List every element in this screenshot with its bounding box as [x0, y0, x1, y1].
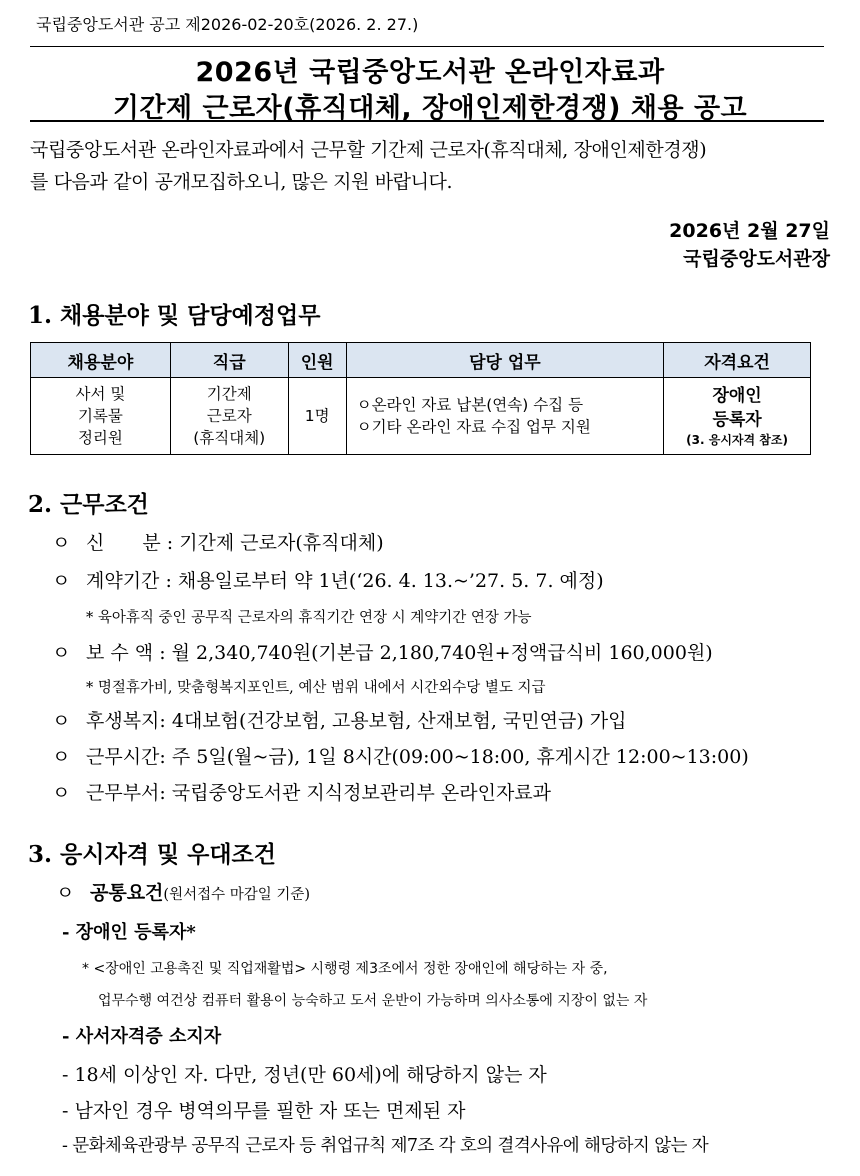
item-value: 기간제 근로자(휴직대체) — [179, 532, 384, 554]
work-item-department — [52, 778, 551, 805]
intro-paragraph — [30, 134, 830, 198]
cell-count: 1명 — [288, 378, 346, 455]
item-label: 보 수 액 — [86, 642, 154, 664]
table-header-row — [31, 343, 811, 378]
item-label: 근무시간 — [86, 746, 160, 768]
item-separator: : — [159, 782, 172, 804]
item-label: 신 분 — [86, 532, 161, 554]
header-count: 인원 — [288, 343, 346, 378]
bullet-icon: ㅇ — [56, 882, 75, 904]
common-requirements — [56, 878, 310, 905]
header-divider — [30, 46, 824, 47]
bullet-icon: ㅇ — [52, 710, 71, 732]
item-separator: : — [159, 570, 178, 592]
bullet-icon: ㅇ — [52, 782, 71, 804]
item-label: 후생복지 — [86, 710, 160, 732]
title-divider — [30, 120, 824, 122]
item-value: 국립중앙도서관 지식정보관리부 온라인자료과 — [171, 782, 552, 804]
common-label: 공통요건 — [90, 882, 164, 904]
work-item-pay — [52, 638, 713, 665]
bullet-icon: ㅇ — [52, 570, 71, 592]
cell-duties — [346, 378, 664, 455]
req-disability-note1: * <장애인 고용촉진 및 직업재활법> 시행령 제3조에서 정한 장애인에 해당하는 자 중, — [82, 961, 608, 977]
bullet-icon: ㅇ — [52, 746, 71, 768]
bullet-icon: ㅇ — [52, 532, 71, 554]
qualification-note: (3. 응시자격 참조) — [686, 433, 788, 447]
item-separator: : — [160, 532, 180, 554]
issuer: 국립중앙도서관장 — [683, 248, 830, 270]
page-title-line1: 2026년 국립중앙도서관 온라인자료과 — [195, 57, 665, 88]
cell-qualification — [664, 378, 811, 455]
item-separator: : — [159, 710, 172, 732]
duty-item: ㅇ기타 온라인 자료 수집 업무 지원 — [356, 418, 591, 436]
header-grade: 직급 — [170, 343, 288, 378]
header-qualification: 자격요건 — [664, 343, 811, 378]
grade-line: (휴직대체) — [193, 429, 266, 447]
section2-heading: 2. 근무조건 — [28, 491, 149, 518]
item-separator: : — [159, 746, 172, 768]
work-item-status — [52, 528, 384, 555]
item-separator: : — [153, 642, 172, 664]
work-item-hours — [52, 742, 749, 769]
section3-heading: 3. 응시자격 및 우대조건 — [28, 841, 276, 868]
grade-line: 기간제 — [206, 385, 252, 403]
cell-grade — [170, 378, 288, 455]
grade-line: 근로자 — [206, 407, 252, 425]
work-item-welfare — [52, 706, 627, 733]
recruitment-table — [30, 342, 811, 455]
bullet-icon: ㅇ — [52, 642, 71, 664]
req-disability-note2: 업무수행 여건상 컴퓨터 활용이 능숙하고 도서 운반이 가능하며 의사소통에 지장이 없는 자 — [98, 993, 648, 1009]
req-disability: - 장애인 등록자* — [62, 922, 196, 943]
req-military: - 남자인 경우 병역의무를 필한 자 또는 면제된 자 — [62, 1100, 466, 1122]
item-value: 월 2,340,740원(기본급 2,180,740원+정액급식비 160,000원) — [171, 642, 713, 664]
field-line: 정리원 — [77, 429, 123, 447]
item-value: 4대보험(건강보험, 고용보험, 산재보험, 국민연금) 가입 — [171, 710, 627, 732]
item-value: 주 5일(월~금), 1일 8시간(09:00~18:00, 휴게시간 12:00~13:00) — [171, 746, 749, 768]
section1-heading: 1. 채용분야 및 담당예정업무 — [28, 302, 321, 329]
intro-line1: 국립중앙도서관 온라인자료과에서 근무할 기간제 근로자(휴직대체, 장애인제한경쟁) — [30, 139, 707, 161]
req-disqualification: - 문화체육관광부 공무직 근로자 등 취업규칙 제7조 각 호의 결격사유에 해당하지 않는 자 — [62, 1136, 709, 1156]
header-duties: 담당 업무 — [346, 343, 664, 378]
page-title-line2: 기간제 근로자(휴직대체, 장애인제한경쟁) 채용 공고 — [112, 93, 748, 124]
req-librarian-license: - 사서자격증 소지자 — [62, 1026, 222, 1047]
notice-number: 국립중앙도서관 공고 제2026-02-20호(2026. 2. 27.) — [36, 15, 419, 34]
item-value: 채용일로부터 약 1년(‘26. 4. 13.~’27. 5. 7. 예정) — [177, 570, 604, 592]
announcement-date: 2026년 2월 27일 — [669, 220, 830, 242]
item-label: 근무부서 — [86, 782, 160, 804]
field-line: 사서 및 — [75, 385, 126, 403]
common-sub: (원서접수 마감일 기준) — [163, 887, 311, 903]
req-age: - 18세 이상인 자. 다만, 정년(만 60세)에 해당하지 않는 자 — [62, 1064, 547, 1086]
duty-item: ㅇ온라인 자료 납본(연속) 수집 등 — [356, 396, 584, 414]
work-item-period — [52, 566, 604, 593]
header-field: 채용분야 — [31, 343, 171, 378]
note-pay: * 명절휴가비, 맞춤형복지포인트, 예산 범위 내에서 시간외수당 별도 지급 — [86, 680, 546, 696]
note-period: * 육아휴직 중인 공무직 근로자의 휴직기간 연장 시 계약기간 연장 가능 — [86, 610, 532, 626]
qualification-line: 등록자 — [712, 410, 762, 430]
cell-field — [31, 378, 171, 455]
qualification-line: 장애인 — [712, 386, 762, 406]
table-row — [31, 378, 811, 455]
field-line: 기록물 — [77, 407, 123, 425]
item-label: 계약기간 — [86, 570, 160, 592]
intro-line2: 를 다음과 같이 공개모집하오니, 많은 지원 바랍니다. — [30, 171, 453, 193]
